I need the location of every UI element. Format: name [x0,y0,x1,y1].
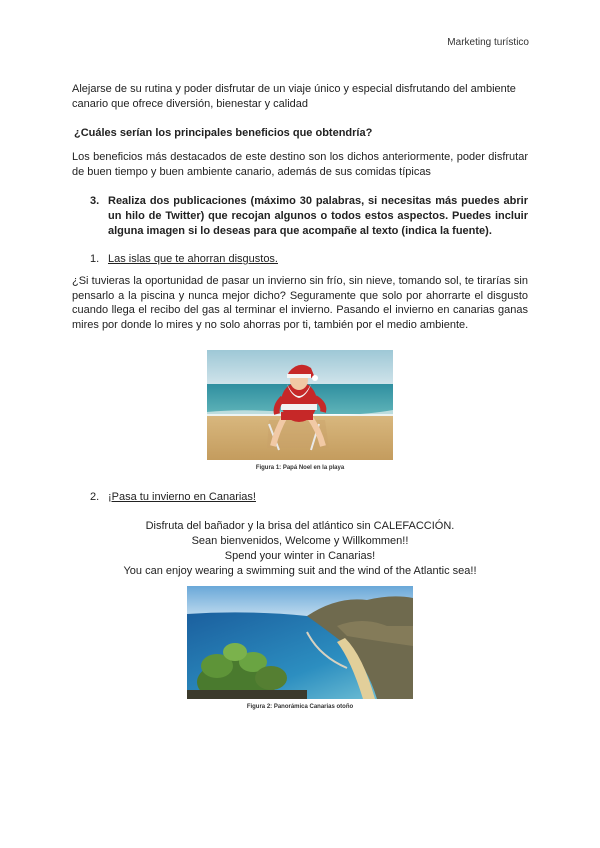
santa-beach-image [207,350,393,460]
item-2-number: 2. [90,491,100,503]
item-1-number: 1. [90,253,100,265]
item-2-line-2: Sean bienvenidos, Welcome y Willkommen!! [191,535,409,547]
item-2-title: ¡Pasa tu invierno en Canarias! [108,491,256,503]
canarias-panorama-image [187,586,413,699]
benefits-question: ¿Cuáles serían los principales beneficios que obtendría? [74,127,373,139]
page-header: Marketing turístico [447,37,529,48]
item-2-line-1: Disfruta del bañador y la brisa del atlántico sin CALEFACCIÓN. [145,520,455,532]
item-2-line-3: Spend your winter in Canarias! [224,550,376,562]
figure-1-caption: Figura 1: Papá Noel en la playa [255,465,345,471]
intro-paragraph: Alejarse de su rutina y poder disfrutar de un viaje único y especial disfrutando del ambiente canario que ofrece diversión, bienestar y calidad [72,83,516,110]
figure-2-caption: Figura 2: Panorámica Canarias otoño [246,704,354,710]
task-number: 3. [90,195,100,207]
item-1-body: ¿Si tuvieras la oportunidad de pasar un invierno sin frío, sin nieve, tomando sol, te tirarías sin pensarlo a la piscina y nunca mejor dicho? Seguramente que solo por ahorrarte el disgusto cuando llega el recibo del gas al terminar el invierno. Pasando el invierno en canarias ganas mires por donde lo mires y no solo ahorras por ti, también por el medio ambiente. [72,275,528,331]
item-1-title: Las islas que te ahorran disgustos. [108,253,278,265]
item-2-line-4: You can enjoy wearing a swimming suit and the wind of the Atlantic sea!! [123,565,477,577]
task-text: Realiza dos publicaciones (máximo 30 palabras, si necesitas más puedes abrir un hilo de Twitter) que recojan algunos o todos estos aspectos. Puedes incluir alguna imagen si lo deseas para que acompañe al texto (indica la fuente). [108,195,528,237]
benefits-paragraph: Los beneficios más destacados de este destino son los dichos anteriormente, poder disfrutar de buen tiempo y buen ambiente canario, además de sus comidas típicas [72,151,528,178]
